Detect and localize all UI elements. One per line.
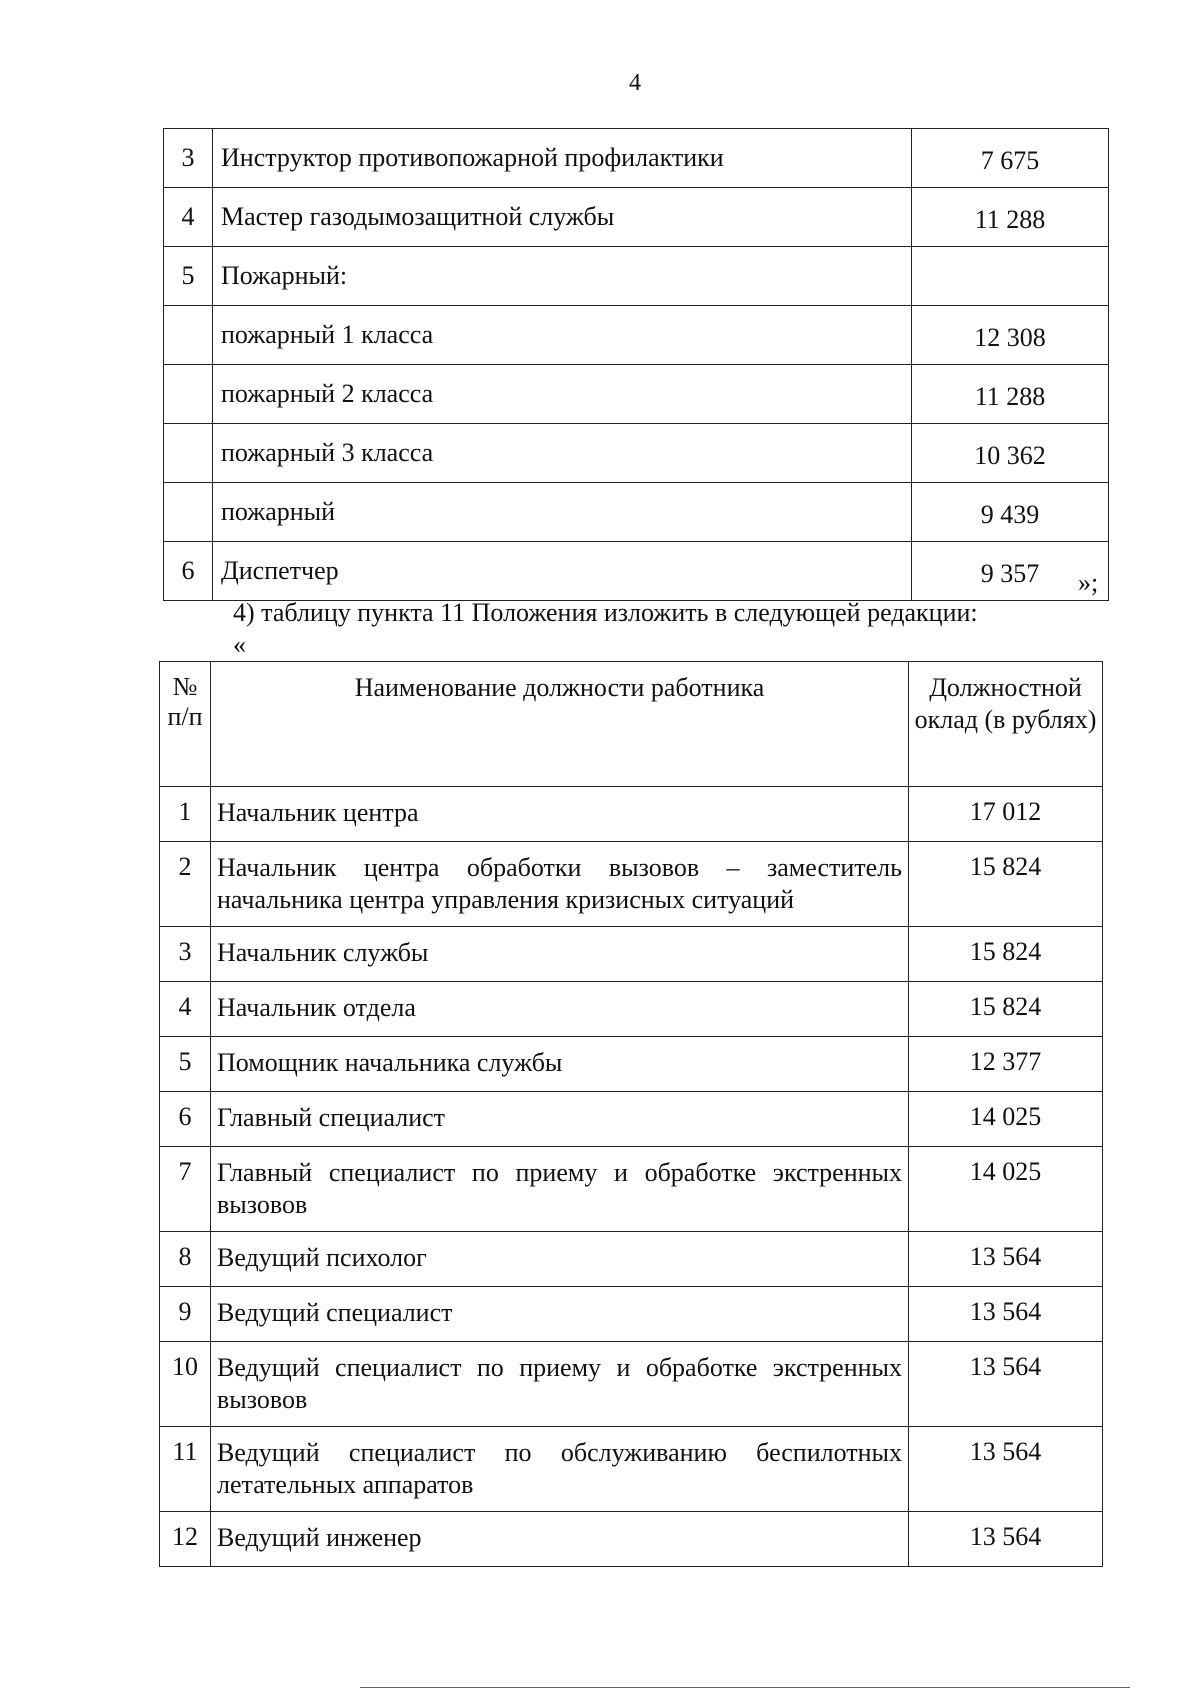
table-row	[164, 424, 1109, 483]
salary-value: 13 564	[909, 1427, 1103, 1512]
table-row	[160, 1037, 1103, 1092]
salary-value: 9 357	[912, 542, 1109, 601]
row-number: 9	[160, 1287, 211, 1342]
position-name: Мастер газодымозащитной службы	[213, 188, 912, 247]
row-number: 4	[160, 982, 211, 1037]
footer-rule	[360, 1687, 1130, 1688]
position-name: Начальник центра	[211, 787, 909, 842]
salary-value: 14 025	[909, 1147, 1103, 1232]
table-row	[160, 1342, 1103, 1427]
table-row	[160, 927, 1103, 982]
salary-table-continued	[163, 128, 1109, 601]
row-number	[164, 483, 213, 542]
position-name: Начальник службы	[211, 927, 909, 982]
salary-table-point-11-body	[160, 662, 1103, 1567]
table-row	[160, 1287, 1103, 1342]
salary-value: 13 564	[909, 1342, 1103, 1427]
salary-value: 13 564	[909, 1232, 1103, 1287]
row-number: 2	[160, 842, 211, 927]
table-row	[164, 483, 1109, 542]
row-number: 10	[160, 1342, 211, 1427]
row-number: 5	[164, 247, 213, 306]
table-row	[160, 787, 1103, 842]
amendment-text: 4) таблицу пункта 11 Положения изложить в следующей редакции:	[233, 598, 978, 627]
salary-value: 9 439	[912, 483, 1109, 542]
table-row	[160, 1512, 1103, 1567]
table-row	[160, 1427, 1103, 1512]
opening-quote: «	[233, 630, 246, 659]
position-name: Начальник отдела	[211, 982, 909, 1037]
row-number: 6	[160, 1092, 211, 1147]
table-row	[160, 1232, 1103, 1287]
row-number	[164, 365, 213, 424]
page-number: 4	[629, 70, 641, 96]
closing-quote: »;	[1078, 568, 1099, 597]
header-number: № п/п	[160, 662, 211, 787]
row-number: 7	[160, 1147, 211, 1232]
row-number: 5	[160, 1037, 211, 1092]
salary-value: 12 308	[912, 306, 1109, 365]
position-name: Диспетчер	[213, 542, 912, 601]
position-name: Главный специалист	[211, 1092, 909, 1147]
row-number: 6	[164, 542, 213, 601]
position-name: Помощник начальника службы	[211, 1037, 909, 1092]
row-number: 3	[164, 129, 213, 188]
salary-value: 14 025	[909, 1092, 1103, 1147]
salary-value: 17 012	[909, 787, 1103, 842]
salary-table-continued-body	[164, 129, 1109, 601]
position-name: Главный специалист по приему и обработке экстренных вызовов	[211, 1147, 909, 1232]
row-number: 4	[164, 188, 213, 247]
table-row	[164, 247, 1109, 306]
position-name: Ведущий специалист по обслуживанию беспилотных летательных аппаратов	[211, 1427, 909, 1512]
position-name: Ведущий инженер	[211, 1512, 909, 1567]
table-row	[164, 542, 1109, 601]
table-row	[160, 842, 1103, 927]
salary-value: 12 377	[909, 1037, 1103, 1092]
position-name: Пожарный:	[213, 247, 912, 306]
position-name: Ведущий психолог	[211, 1232, 909, 1287]
position-name: Ведущий специалист	[211, 1287, 909, 1342]
salary-value: 11 288	[912, 365, 1109, 424]
salary-value: 7 675	[912, 129, 1109, 188]
row-number	[164, 306, 213, 365]
position-name: Начальник центра обработки вызовов – заместитель начальника центра управления кризисных ситуаций	[211, 842, 909, 927]
row-number: 1	[160, 787, 211, 842]
salary-table-point-11	[159, 661, 1103, 1567]
position-name: пожарный 2 класса	[213, 365, 912, 424]
position-name: Инструктор противопожарной профилактики	[213, 129, 912, 188]
position-name: Ведущий специалист по приему и обработке экстренных вызовов	[211, 1342, 909, 1427]
position-name: пожарный 1 класса	[213, 306, 912, 365]
header-position: Наименование должности работника	[211, 662, 909, 787]
salary-value: 13 564	[909, 1287, 1103, 1342]
table-row	[164, 365, 1109, 424]
salary-value: 15 824	[909, 982, 1103, 1037]
table-header-row	[160, 662, 1103, 787]
table-row	[160, 1092, 1103, 1147]
row-number: 11	[160, 1427, 211, 1512]
salary-value	[912, 247, 1109, 306]
table-row	[160, 982, 1103, 1037]
salary-value: 11 288	[912, 188, 1109, 247]
position-name: пожарный	[213, 483, 912, 542]
row-number: 3	[160, 927, 211, 982]
table-row	[160, 1147, 1103, 1232]
table-row	[164, 129, 1109, 188]
row-number	[164, 424, 213, 483]
salary-value: 13 564	[909, 1512, 1103, 1567]
header-salary: Должностной оклад (в рублях)	[909, 662, 1103, 787]
table-row	[164, 306, 1109, 365]
table-row	[164, 188, 1109, 247]
row-number: 8	[160, 1232, 211, 1287]
position-name: пожарный 3 класса	[213, 424, 912, 483]
row-number: 12	[160, 1512, 211, 1567]
salary-value: 15 824	[909, 842, 1103, 927]
salary-value: 10 362	[912, 424, 1109, 483]
salary-value: 15 824	[909, 927, 1103, 982]
